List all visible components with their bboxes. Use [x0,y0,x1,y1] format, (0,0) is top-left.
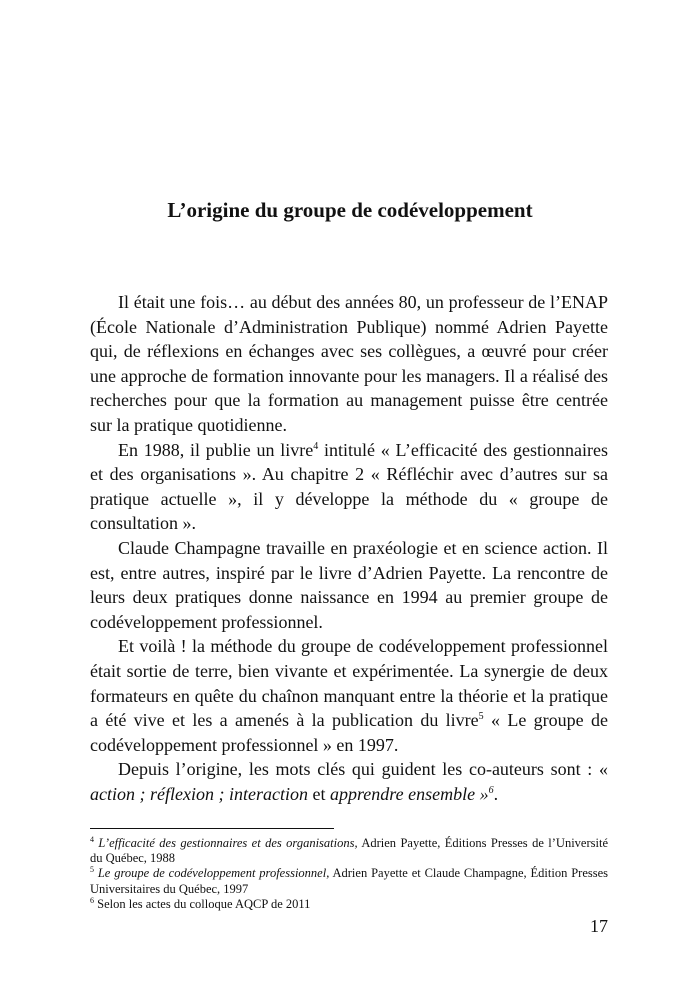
keywords-apprendre: apprendre ensemble » [329,783,489,804]
footnote-4 [90,836,608,866]
paragraph-2 [90,438,608,536]
footnote-ref-4: 4 [313,440,319,452]
keywords-action: action ; réflexion ; interaction [90,783,308,804]
footnote-5-title: Le groupe de codéveloppement professionnel, [97,866,330,881]
paragraph-5-et: et [307,783,330,804]
body-text [90,290,608,806]
paragraph-4 [90,634,608,757]
footnote-6-number: 6 [90,895,94,905]
footnote-4-text: Adrien Payette, Éditions Presses de l’Université du Québec, 1988 [90,836,608,866]
footnote-ref-5: 5 [478,711,484,723]
footnote-6 [90,897,608,912]
footnote-5-number: 5 [90,865,94,875]
footnotes [90,836,608,912]
footnote-ref-6: 6 [488,784,494,796]
paragraph-2-text-a: En 1988, il publie un livre [118,439,314,460]
footnote-5-text: Adrien Payette et Claude Champagne, Édition Presses Universitaires du Québec, 1997 [90,866,609,896]
footnote-4-title: L’efficacité des gestionnaires et des organisations, [98,836,358,850]
paragraph-4-text-b: « Le groupe de codéveloppement professionnel » en 1997. [90,710,608,755]
paragraph-2-text-b: intitulé « L’efficacité des gestionnaires et des organisations ». Au chapitre 2 « Réfléchir avec d’autres sur sa pratique actuelle », il y développe la méthode du « groupe de consultation ». [90,439,608,534]
footnote-6-text: Selon les actes du colloque AQCP de 2011 [94,896,311,911]
footnote-5 [90,866,608,896]
paragraph-4-text-a: Et voilà ! la méthode du groupe de codéveloppement professionnel était sortie de terre, bien vivante et expérimentée. La synergie de deux formateurs en quête du chaînon manquant entre la théorie et la pratique a été vive et les a amenés à la publication du livre [90,636,608,731]
paragraph-5 [90,757,608,806]
footnote-4-number: 4 [90,834,94,844]
page-number: 17 [590,916,608,936]
paragraph-1: Il était une fois… au début des années 80, un professeur de l’ENAP (École Nationale d’Administration Publique) nommé Adrien Payette qui, de réflexions en échanges avec ses collègues, a œuvré pour créer une approche de formation innovante pour les managers. Il a réalisé des recherches pour que la formation au management puisse être centrée sur la pratique quotidienne. [90,292,608,435]
chapter-title: L’origine du groupe de codéveloppement [167,198,533,222]
paragraph-3: Claude Champagne travaille en praxéologie et en science action. Il est, entre autres, inspiré par le livre d’Adrien Payette. La rencontre de leurs deux pratiques donne naissance en 1994 au premier groupe de codéveloppement professionnel. [90,537,608,632]
paragraph-5-end: . [493,783,499,804]
paragraph-5-text: Depuis l’origine, les mots clés qui guident les co-auteurs sont : « [118,759,608,780]
footnote-separator [90,828,334,829]
